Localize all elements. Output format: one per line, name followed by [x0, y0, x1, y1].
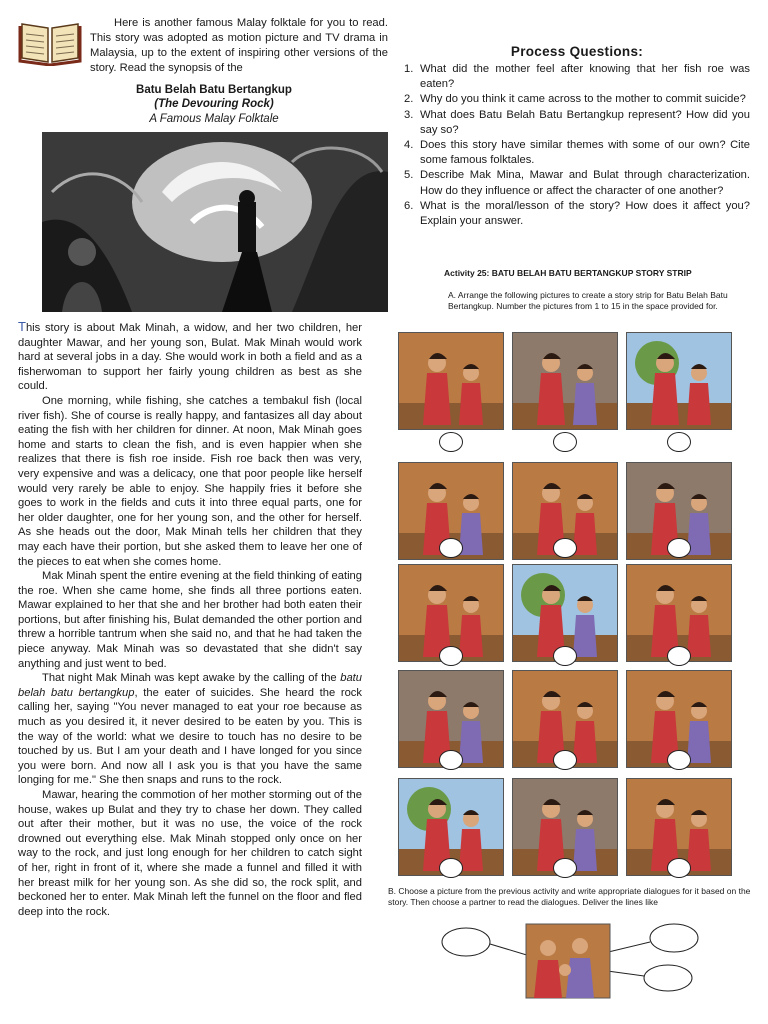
story-paragraph-4: That night Mak Minah was kept awake by the calling of the batu belah batu bertangkup, the eater of suicides. She heard the rock calling her, saying "You never managed to eat your roe because as much as you desired it, it never desired to be eaten by you. This is the way of the world: what we desire to touch has no desire to be touched by us. But I am your death and I have longed for you since you were born. And now all I ask you is that you have the same longing for me." She then snaps and runs to the rock.	[18, 672, 363, 787]
intro-paragraph: Here is another famous Malay folktale for you to read. This story was adopted as motion picture and TV drama in Malaysia, up to the extent of inspiring other versions of the story. Read the synopsis of the	[90, 17, 388, 74]
number-answer-circle[interactable]	[553, 646, 577, 666]
process-question: 3. What does Batu Belah Batu Bertangkup represent? How did you say so?	[404, 108, 750, 136]
number-answer-circle[interactable]	[667, 646, 691, 666]
story-title: Batu Belah Batu Bertangkup	[136, 84, 292, 96]
story-subtitle: (The Devouring Rock)	[154, 98, 274, 110]
number-answer-circle[interactable]	[553, 750, 577, 770]
activity-instruction-b: B. Choose a picture from the previous activity and write appropriate dialogues for it based on the story. Then choose a partner to read the dialogues. Deliver the lines like	[388, 886, 751, 907]
story-strip-picture	[398, 332, 504, 430]
speech-bubble-left	[442, 928, 490, 956]
story-strip-picture	[512, 332, 618, 430]
drop-cap: T	[18, 319, 26, 334]
process-question: 2. Why do you think it came across to the mother to commit suicide?	[404, 93, 746, 106]
process-question: 4. Does this story have similar themes with some of our own? Cite some famous folktales.	[404, 139, 750, 167]
open-book-icon	[18, 14, 82, 66]
process-questions-title: Process Questions:	[510, 44, 644, 59]
speech-bubble-right-bottom	[644, 965, 692, 991]
story-strip-picture	[626, 332, 732, 430]
number-answer-circle[interactable]	[553, 538, 577, 558]
number-answer-circle[interactable]	[667, 432, 691, 452]
number-answer-circle[interactable]	[439, 432, 463, 452]
story-paragraph-2: One morning, while fishing, she catches a tembakul fish (local river fish). She of course is really happy, and fantasizes all day about eating the fish with her children for dinner. At noon, Mak Minah goes home and starts to clean the fish, and is even happier when she realizes that there is fish roe inside. Fish roe back then was very, very expensive and was a delicacy, one that poor people like herself would very rarely be able to enjoy. She happily fries it before she goes to work in the fields and cuts it into three equal parts, one for her older daughter, one for her young son, and the other for herself. As she heads out the door, Mak Minah tells her children that they may each have their portion, but she asked them to leave her one of the pieces to eat when she comes home.	[18, 394, 362, 568]
activity-title: Activity 25: BATU BELAH BATU BERTANGKUP STORY STRIP	[444, 268, 692, 278]
number-answer-circle[interactable]	[439, 646, 463, 666]
number-answer-circle[interactable]	[667, 858, 691, 878]
number-answer-circle[interactable]	[667, 538, 691, 558]
activity-instruction-a: A. Arrange the following pictures to create a story strip for Batu Belah Batu Bertangkup. Number the pictures from 1 to 15 in the space provided for.	[448, 290, 728, 311]
number-answer-circle[interactable]	[667, 750, 691, 770]
story-paragraph-1: This story is about Mak Minah, a widow, and her two children, her daughter Mawar, and her young son, Bulat. Mak Minah would work hard at several jobs in a day. She would work in both a field and as a fisherwoman to support her fairly young children as best as she could.	[18, 319, 362, 393]
dialogue-scene	[440, 920, 700, 1000]
story-paragraph-5: Mawar, hearing the commotion of her mother storming out of the house, wakes up Bulat and they try to chase her down. They called out after their mother, but it was no use, the voice of the rock drowned out everything else. Mak Minah stopped only once on her way to the rock, and just long enough for her children to catch sight of her, right in front of it, where she made a funnel and filled it with her breast milk for her young son. As she did so, the rock split, and beckoned her to enter. Mak Minah left the funnel on the floor and fled deep into the rock.	[18, 789, 362, 918]
number-answer-circle[interactable]	[439, 858, 463, 878]
process-question: 1. What did the mother feel after knowing that her fish roe was eaten?	[404, 63, 750, 91]
story-synopsis	[18, 320, 362, 919]
number-answer-circle[interactable]	[439, 750, 463, 770]
speech-bubble-right-top	[650, 924, 698, 952]
number-answer-circle[interactable]	[553, 432, 577, 452]
story-paragraph-3: Mak Minah spent the entire evening at the field thinking of eating the roe. When she came home, she finds all three portions eaten. Mawar explained to her that she and her brother had both eaten their portions, but after finishing his, Bulat demanded the other portion and threw a horrible tantrum when she said no, and that he had taken the piece anyway. Mak Minah was so devastated that she didn't say anything and just went to bed.	[18, 570, 362, 670]
number-answer-circle[interactable]	[553, 858, 577, 878]
story-tagline: A Famous Malay Folktale	[149, 113, 279, 125]
process-question: 6. What is the moral/lesson of the story? How does it affect you? Explain your answer.	[404, 199, 750, 228]
process-question: 5. Describe Mak Mina, Mawar and Bulat through characterization. How do they influence or affect the character of one another?	[404, 169, 750, 197]
process-questions-list	[404, 62, 750, 229]
number-answer-circle[interactable]	[439, 538, 463, 558]
devouring-rock-illustration	[42, 132, 388, 312]
